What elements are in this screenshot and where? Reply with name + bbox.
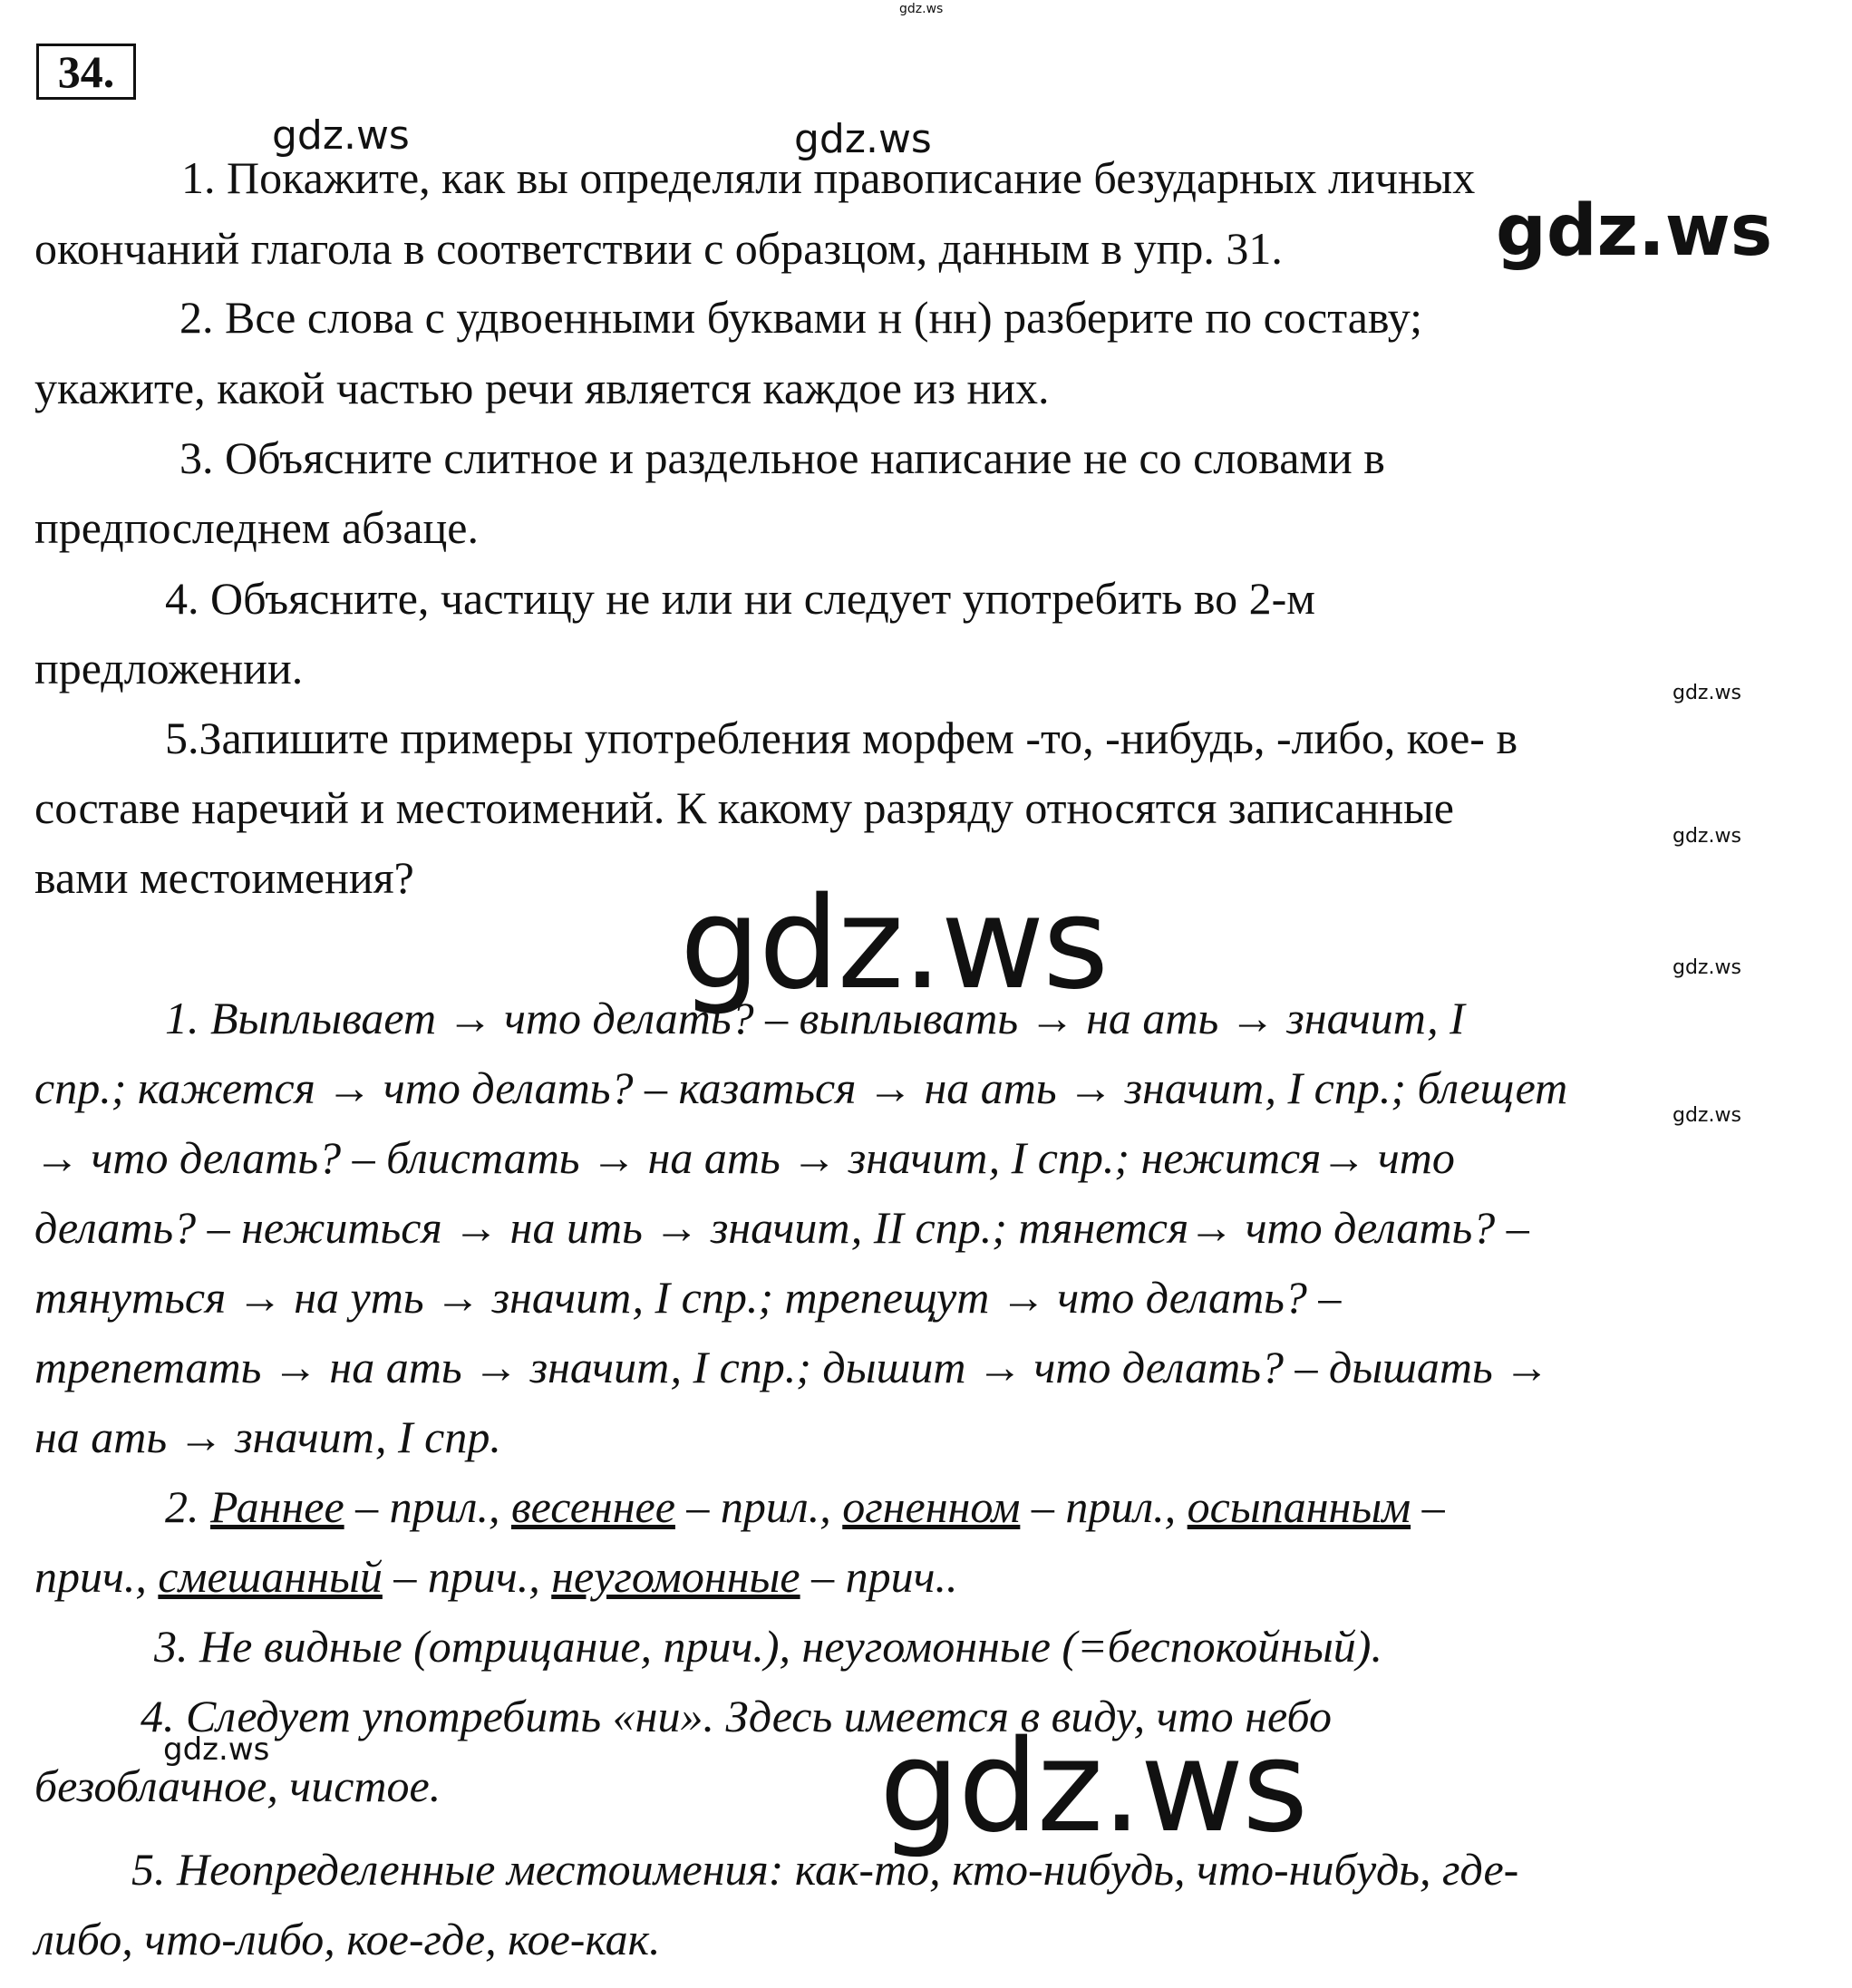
task-line: предложении. [34, 643, 304, 693]
answer-5-line: 5. Неопределенные местоимения: как-то, кто-нибудь, что-нибудь, где- [131, 1844, 1519, 1895]
answer-1-line: трепетать → на ать → значит, I спр.; дышит → что делать? – дышать → [34, 1342, 1550, 1392]
exercise-number: 34. [36, 44, 136, 100]
morpheme-word: Раннее [210, 1481, 344, 1532]
watermark: gdz.ws [794, 116, 932, 162]
answer-5-line: либо, что-либо, кое-где, кое-как. [34, 1914, 661, 1964]
pos-label: – прич., [382, 1551, 552, 1602]
answer-2-number: 2. [165, 1481, 199, 1532]
watermark: gdz.ws [1673, 1104, 1741, 1127]
morpheme-word: осыпанным [1187, 1481, 1411, 1532]
morpheme-word: смешанный [158, 1551, 383, 1602]
watermark: gdz.ws [899, 2, 944, 16]
watermark: gdz.ws [680, 870, 1108, 1018]
watermark: gdz.ws [272, 112, 410, 159]
answer-1-line: делать? – нежиться → на ить → значит, II спр.; тянется→ что делать? – [34, 1202, 1529, 1253]
task-line: укажите, какой частью речи является каждое из них. [34, 363, 1050, 413]
morpheme-word: огненном [842, 1481, 1021, 1532]
task-line: вами местоимения? [34, 852, 414, 903]
task-line: 5.Запишите примеры употребления морфем -то, -нибудь, -либо, кое- в [165, 713, 1518, 763]
answer-1-line: 1. Выплывает → что делать? – выплывать → на ать → значит, I [165, 993, 1465, 1043]
answer-4-line: безоблачное, чистое. [34, 1760, 441, 1811]
morpheme-word: неугомонные [551, 1551, 800, 1602]
task-line: составе наречий и местоимений. К какому разряду относятся записанные [34, 782, 1454, 833]
watermark: gdz.ws [1673, 825, 1741, 848]
task-line: 4. Объясните, частицу не или ни следует употребить во 2-м [165, 573, 1315, 624]
pos-label: – прич.. [800, 1551, 958, 1602]
pos-label: – прил., [674, 1481, 843, 1532]
task-line: окончаний глагола в соответствии с образцом, данным в упр. 31. [34, 223, 1283, 274]
answer-1-line: → что делать? – блистать → на ать → значит, I спр.; нежится→ что [34, 1132, 1455, 1183]
watermark: gdz.ws [879, 1713, 1307, 1861]
task-line: 2. Все слова с удвоенными буквами н (нн) разберите по составу; [179, 292, 1423, 343]
answer-1-line: на ать → значит, I спр. [34, 1411, 501, 1462]
answer-1-line: спр.; кажется → что делать? – казаться → на ать → значит, I спр.; блещет [34, 1062, 1568, 1113]
answer-2-line-2 [34, 1542, 1811, 1612]
watermark: gdz.ws [1673, 682, 1741, 704]
task-line: 3. Объясните слитное и раздельное написание не со словами в [179, 432, 1385, 483]
morpheme-word: весеннее [510, 1481, 675, 1532]
pos-label: – [1411, 1481, 1445, 1532]
answer-1-line: тянуться → на уть → значит, I спр.; трепещут → что делать? – [34, 1272, 1342, 1323]
watermark: gdz.ws [1496, 190, 1773, 272]
watermark: gdz.ws [1673, 956, 1741, 979]
answer-2-line-1 [165, 1472, 1852, 1542]
watermark: gdz.ws [163, 1731, 270, 1768]
pos-label: – прил., [344, 1481, 511, 1532]
pos-label: прич., [34, 1551, 159, 1602]
task-line: 1. Покажите, как вы определяли правописание безударных личных [181, 152, 1476, 203]
answer-3: 3. Не видные (отрицание, прич.), неугомонные (=беспокойный). [154, 1621, 1382, 1672]
task-line: предпоследнем абзаце. [34, 502, 479, 553]
answer-4-line: 4. Следует употребить «ни». Здесь имеется в виду, что небо [141, 1691, 1332, 1741]
pos-label: – прил., [1020, 1481, 1188, 1532]
